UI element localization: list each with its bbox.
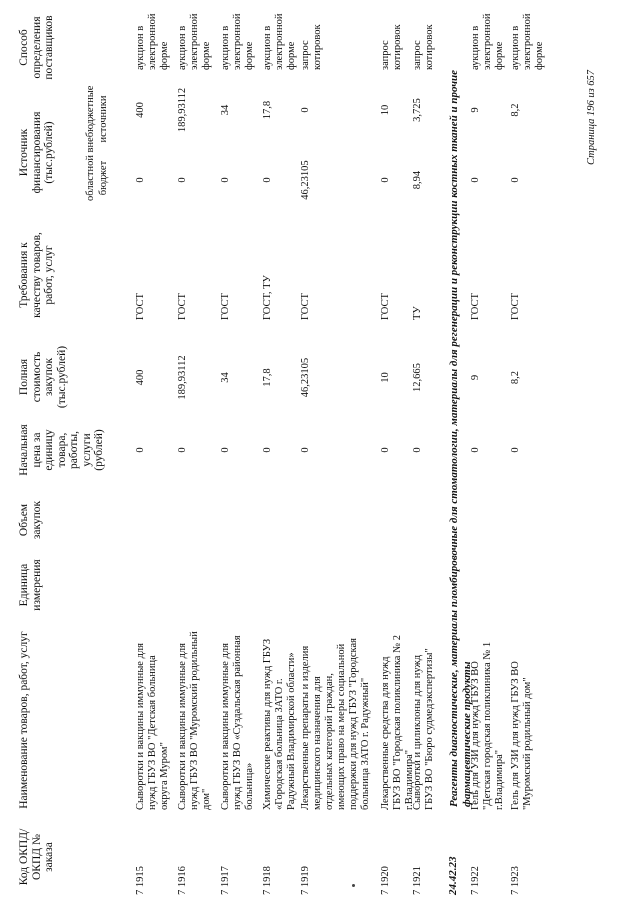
row-fin-extra: 3,725 xyxy=(412,98,423,122)
row-fin-regional: 0 xyxy=(220,177,231,183)
header-volume: Объем закупок xyxy=(18,500,43,540)
row-method: аукцион в электронной форме xyxy=(510,13,545,70)
row-method: аукцион в электронной форме xyxy=(262,13,297,70)
row-price: 0 xyxy=(470,447,481,453)
row-requirements: ТУ xyxy=(412,306,423,320)
header-requirements: Требования к качеству товаров, работ, услуг xyxy=(18,232,55,318)
row-fin-extra: 0 xyxy=(300,107,311,113)
row-total: 400 xyxy=(135,369,146,386)
row-number: 7 1920 xyxy=(380,866,391,895)
row-requirements: ГОСТ xyxy=(510,293,521,320)
row-price: 0 xyxy=(220,447,231,453)
row-fin-regional: 0 xyxy=(380,177,391,183)
row-total: 9 xyxy=(470,374,481,381)
row-name: Химические реактивы для нужд ГБУЗ «Городская больница ЗАТО г. Радужный Владимирской области» xyxy=(262,638,297,810)
row-requirements: ГОСТ xyxy=(470,293,481,320)
header-code: Код ОКПД/ ОКПД № заказа xyxy=(18,828,55,886)
row-method: запрос котировок xyxy=(412,24,435,70)
row-name: Гель для УЗИ для нужд ГБУЗ ВО "Детская городская поликлиника № 1 г.Владимира" xyxy=(470,641,505,810)
row-total: 189,93112 xyxy=(177,355,188,400)
page-footer: Страница 196 из 657 xyxy=(586,69,597,165)
row-fin-extra: 8,2 xyxy=(510,103,521,117)
row-name: Сыворотки и вакцины иммунные для нужд ГБУЗ ВО "Муромский родильный дом" xyxy=(177,631,212,810)
row-fin-regional: 8,94 xyxy=(412,170,423,190)
row-method: запрос котировок xyxy=(380,24,403,70)
row-number: 7 1922 xyxy=(470,866,481,895)
row-total: 34 xyxy=(220,372,231,383)
row-price: 0 xyxy=(510,447,521,453)
row-number: 7 1915 xyxy=(135,866,146,895)
header-price: Начальная цена за единицу товара, работы, услуги (рублей) xyxy=(18,424,105,476)
row-name: Гель для УЗИ для нужд ГБУЗ ВО "Муромский родильный дом" xyxy=(510,661,533,810)
scan-dot xyxy=(352,884,355,887)
row-number: 7 1921 xyxy=(412,866,423,895)
row-requirements: ГОСТ, ТУ xyxy=(262,275,273,320)
header-method: Способ определения поставщиков xyxy=(18,15,55,80)
section-code: 24.42.23 xyxy=(447,856,459,895)
row-fin-regional: 0 xyxy=(510,177,521,183)
row-price: 0 xyxy=(412,447,423,453)
row-price: 0 xyxy=(262,447,273,453)
row-method: аукцион в электронной форме xyxy=(220,13,255,70)
row-fin-regional: 46,23105 xyxy=(300,160,311,200)
row-fin-regional: 0 xyxy=(470,177,481,183)
row-requirements: ГОСТ xyxy=(177,293,188,320)
row-total: 8,2 xyxy=(510,370,521,385)
section-title: Реагенты диагностические, материалы пломбировочные для стоматологии, материалы для регенерации и реконструкции костных тканей и прочие фармацевтические продукты xyxy=(448,70,473,807)
header-fin-regional: областной бюджет xyxy=(85,155,109,201)
row-total: 10 xyxy=(380,372,391,383)
row-number: 7 1916 xyxy=(177,866,188,895)
row-fin-regional: 0 xyxy=(177,177,188,183)
row-method: аукцион в электронной форме xyxy=(177,13,212,70)
row-name: Сыворотки и вакцины иммунные для нужд ГБУЗ ВО «Суздальская районная больница» xyxy=(220,635,255,810)
row-price: 0 xyxy=(380,447,391,453)
row-number: 7 1917 xyxy=(220,866,231,895)
header-total: Полная стоимость закупок (тыс.рублей) xyxy=(18,345,68,409)
row-name: Лекарственные средства для нужд ГБУЗ ВО "Городская поликлиника № 2 г.Владимира" xyxy=(380,635,415,810)
header-financing: Источник финансирования (тыс.рублей) xyxy=(18,111,55,194)
row-fin-extra: 10 xyxy=(380,104,391,116)
row-fin-extra: 189,93112 xyxy=(177,87,188,133)
row-fin-extra: 400 xyxy=(135,102,146,118)
row-number: 7 1923 xyxy=(510,866,521,895)
row-method: аукцион в электронной форме xyxy=(135,13,170,70)
row-fin-extra: 34 xyxy=(220,104,231,116)
row-requirements: ГОСТ xyxy=(300,293,311,320)
row-name: Лекарственные препараты и изделия медицинского назначения для отдельных категорий граждан, имеющих право на меры социальной поддержки для нужд ГБУЗ "Городская больница ЗАТО г. Радужный" xyxy=(300,638,371,810)
row-requirements: ГОСТ xyxy=(380,293,391,320)
row-requirements: ГОСТ xyxy=(220,293,231,320)
row-method: аукцион в электронной форме xyxy=(470,13,505,70)
row-number: 7 1919 xyxy=(300,866,311,895)
header-name: Наименование товаров, работ, услуг xyxy=(18,631,30,809)
row-requirements: ГОСТ xyxy=(135,293,146,320)
row-total: 46,23105 xyxy=(300,357,311,398)
row-name: Сыворотки и вакцины иммунные для нужд ГБУЗ ВО "Детская больница округа Муром" xyxy=(135,642,170,810)
header-unit: Единица измерения xyxy=(18,559,43,611)
row-price: 0 xyxy=(300,447,311,453)
row-total: 17,8 xyxy=(262,368,273,387)
row-fin-extra: 17,8 xyxy=(262,100,273,120)
row-price: 0 xyxy=(135,447,146,453)
row-fin-regional: 0 xyxy=(135,177,146,183)
row-price: 0 xyxy=(177,447,188,453)
row-fin-regional: 0 xyxy=(262,177,273,183)
row-number: 7 1918 xyxy=(262,866,273,895)
row-name: Сыворотки и циликлоны для нужд ГБУЗ ВО "Бюро судмедэкспертизы" xyxy=(412,648,435,810)
header-fin-extra: внебюджетные источники xyxy=(85,85,109,153)
row-method: запрос котировок xyxy=(300,24,323,70)
row-fin-extra: 9 xyxy=(470,107,481,113)
row-total: 12,665 xyxy=(412,363,423,392)
